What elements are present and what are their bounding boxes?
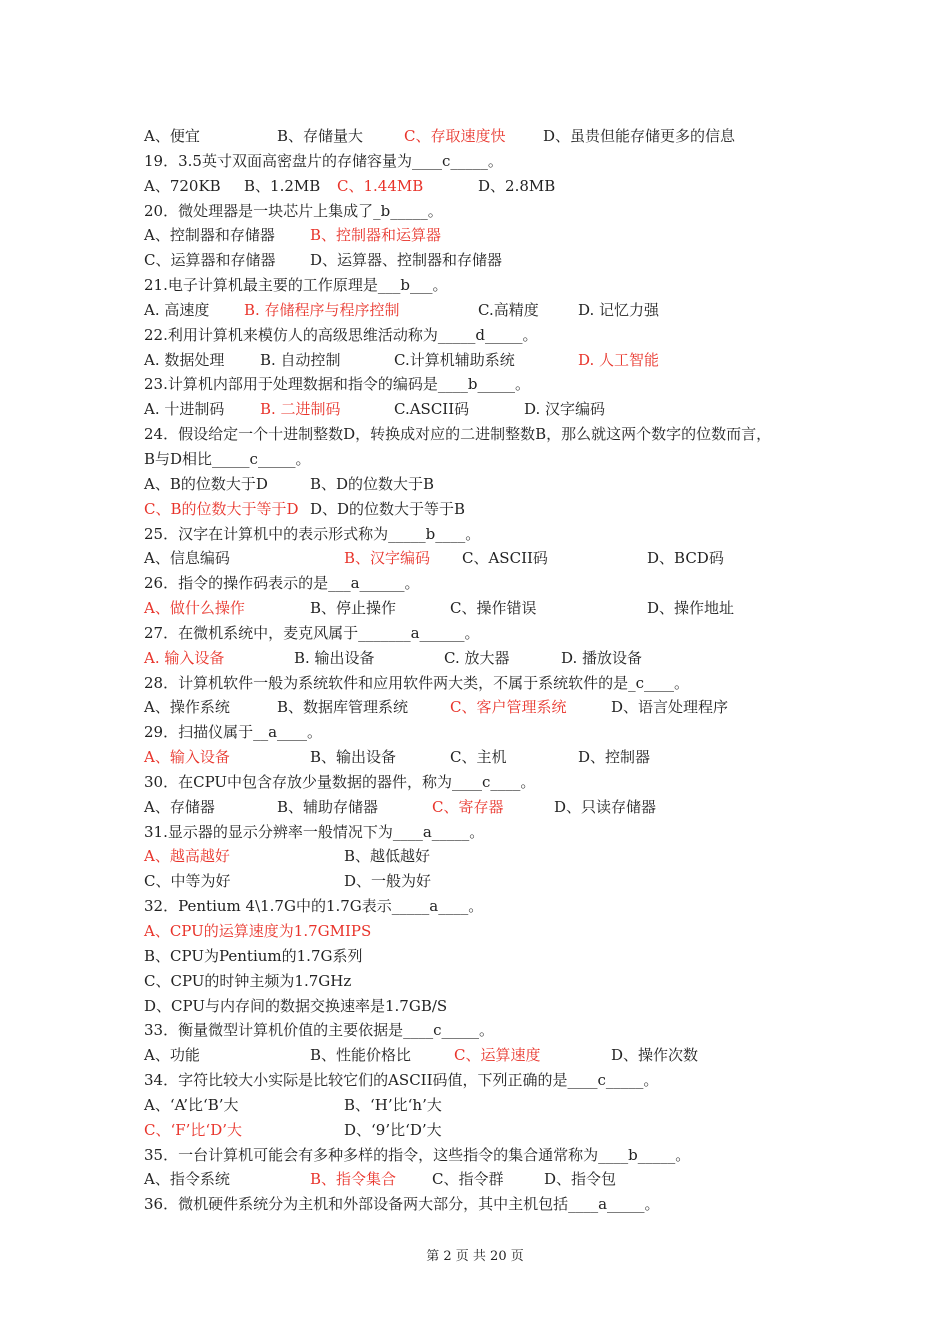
answer-option: B、越低越好 <box>344 847 431 866</box>
answer-option-correct: B、控制器和运算器 <box>310 226 442 245</box>
answer-option: C.计算机辅助系统 <box>394 350 515 369</box>
answer-option: C.高精度 <box>478 300 539 319</box>
options-line <box>144 174 834 199</box>
answer-option: B、1.2MB <box>244 176 321 195</box>
line-text: 21.电子计算机最主要的工作原理是___b___。 <box>144 276 448 295</box>
answer-option: B、停止操作 <box>310 599 397 618</box>
answer-option-correct: B. 二进制码 <box>260 400 341 419</box>
question-line <box>144 1192 834 1217</box>
options-line <box>144 397 834 422</box>
answer-option: D. 播放设备 <box>561 648 643 667</box>
options-line <box>144 124 834 149</box>
answer-option: A、便宜 <box>144 127 200 145</box>
line-text: 25．汉字在计算机中的表示形式称为_____b____。 <box>144 524 481 543</box>
question-line <box>144 571 834 596</box>
options-line <box>144 1118 834 1143</box>
answer-option: A. 高速度 <box>144 300 210 319</box>
answer-option: C、运算器和存储器 <box>144 251 276 270</box>
question-line <box>144 944 834 969</box>
line-text: 28．计算机软件一般为系统软件和应用软件两大类，不属于系统软件的是_c____。 <box>144 673 689 692</box>
question-list <box>144 124 834 1217</box>
options-line <box>144 646 834 671</box>
line-text: 20．微处理器是一块芯片上集成了_b_____。 <box>144 201 443 220</box>
options-line <box>144 1043 834 1068</box>
answer-option-correct: B、汉字编码 <box>344 549 431 568</box>
page-footer: 第 2 页 共 20 页 <box>426 1249 524 1264</box>
options-line <box>144 497 834 522</box>
line-text: C、CPU的时钟主频为1.7GHz <box>144 971 352 990</box>
answer-option-correct: C、1.44MB <box>337 176 424 195</box>
question-line <box>144 919 834 944</box>
answer-option: C、主机 <box>450 748 507 767</box>
answer-option: D、只读存储器 <box>554 797 657 816</box>
answer-option: C、操作错误 <box>450 599 537 618</box>
options-line <box>144 1167 834 1192</box>
question-line <box>144 323 834 348</box>
answer-option: C、ASCII码 <box>462 549 548 568</box>
answer-option-correct: B、指令集合 <box>310 1170 397 1189</box>
options-line <box>144 298 834 323</box>
answer-option: B. 自动控制 <box>260 350 341 369</box>
answer-option: A、720KB <box>144 176 221 195</box>
answer-option-correct: D. 人工智能 <box>578 350 660 369</box>
answer-option: D、虽贵但能存储更多的信息 <box>543 127 736 145</box>
line-text: 19．3.5英寸双面高密盘片的存储容量为____c_____。 <box>144 151 503 170</box>
line-text: B、CPU为Pentium的1.7G系列 <box>144 946 363 965</box>
line-text: 32．Pentium 4\1.7G中的1.7G表示_____a____。 <box>144 897 484 916</box>
options-line <box>144 472 834 497</box>
answer-option-correct: C、客户管理系统 <box>450 698 567 717</box>
answer-option: A、‘A’比‘B’大 <box>144 1095 239 1114</box>
answer-option: D、BCD码 <box>647 549 724 568</box>
options-line <box>144 745 834 770</box>
options-line <box>144 1093 834 1118</box>
options-line <box>144 348 834 373</box>
answer-option-correct: C、寄存器 <box>432 797 504 816</box>
answer-option: C.ASCII码 <box>394 400 470 419</box>
answer-option: D、操作次数 <box>611 1046 699 1065</box>
answer-option: C. 放大器 <box>444 648 510 667</box>
answer-option: D. 汉字编码 <box>524 400 606 419</box>
answer-option: B. 输出设备 <box>294 648 375 667</box>
answer-option-correct: A、输入设备 <box>144 748 230 767</box>
answer-option-correct: C、运算速度 <box>454 1046 541 1065</box>
answer-option: C、指令群 <box>432 1170 504 1189</box>
answer-option: D、一般为好 <box>344 872 432 891</box>
options-line <box>144 596 834 621</box>
options-line <box>144 795 834 820</box>
options-line <box>144 869 834 894</box>
line-text: A、CPU的运算速度为1.7GMIPS <box>144 922 372 940</box>
question-line <box>144 671 834 696</box>
question-line <box>144 1068 834 1093</box>
line-text: 30．在CPU中包含存放少量数据的器件，称为____c____。 <box>144 772 536 791</box>
answer-option: D、D的位数大于等于B <box>310 499 466 518</box>
answer-option-correct: A、越高越好 <box>144 847 230 866</box>
answer-option: D、运算器、控制器和存储器 <box>310 251 503 270</box>
line-text: D、CPU与内存间的数据交换速率是1.7GB/S <box>144 996 448 1015</box>
answer-option: B、D的位数大于B <box>310 474 435 493</box>
answer-option-correct: A. 输入设备 <box>144 648 225 667</box>
answer-option: B、性能价格比 <box>310 1046 412 1065</box>
answer-option-correct: C、‘F’比‘D’大 <box>144 1120 242 1139</box>
question-line <box>144 522 834 547</box>
answer-option: D、2.8MB <box>478 176 556 195</box>
line-text: 22.利用计算机来模仿人的高级思维活动称为_____d_____。 <box>144 325 538 344</box>
line-text: 24．假设给定一个十进制整数D，转换成对应的二进制整数B，那么就这两个数字的位数而言， <box>144 425 772 444</box>
line-text: 23.计算机内部用于处理数据和指令的编码是____b_____。 <box>144 375 530 394</box>
answer-option: A、控制器和存储器 <box>144 226 275 245</box>
answer-option: B、输出设备 <box>310 748 397 767</box>
question-line <box>144 994 834 1019</box>
question-line <box>144 621 834 646</box>
line-text: 26．指令的操作码表示的是___a______。 <box>144 574 420 593</box>
line-text: 34．字符比较大小实际是比较它们的ASCII码值，下列正确的是____c_____。 <box>144 1071 659 1090</box>
answer-option: B、存储量大 <box>277 127 364 145</box>
answer-option: A、指令系统 <box>144 1170 230 1189</box>
question-line <box>144 1143 834 1168</box>
answer-option-correct: C、B的位数大于等于D <box>144 499 299 518</box>
line-text: B与D相比_____c_____。 <box>144 449 311 468</box>
line-text: 35．一台计算机可能会有多种多样的指令，这些指令的集合通常称为____b_____。 <box>144 1145 691 1164</box>
answer-option: D. 记忆力强 <box>578 300 660 319</box>
question-line <box>144 372 834 397</box>
question-line <box>144 969 834 994</box>
answer-option-correct: B. 存储程序与程序控制 <box>244 300 400 319</box>
answer-option: A、存储器 <box>144 797 215 816</box>
line-text: 33．衡量微型计算机价值的主要依据是____c_____。 <box>144 1021 494 1040</box>
answer-option: A. 十进制码 <box>144 400 225 419</box>
answer-option-correct: C、存取速度快 <box>404 127 506 145</box>
options-line <box>144 248 834 273</box>
line-text: 29．扫描仪属于__a____。 <box>144 723 323 742</box>
question-line <box>144 720 834 745</box>
answer-option: A、B的位数大于D <box>144 474 268 493</box>
options-line <box>144 844 834 869</box>
question-line <box>144 273 834 298</box>
answer-option: A、操作系统 <box>144 698 230 717</box>
answer-option: A、信息编码 <box>144 549 230 568</box>
question-line <box>144 820 834 845</box>
answer-option: B、数据库管理系统 <box>277 698 409 717</box>
options-line <box>144 695 834 720</box>
question-line <box>144 1018 834 1043</box>
answer-option: A. 数据处理 <box>144 350 225 369</box>
answer-option: A、功能 <box>144 1046 200 1065</box>
answer-option: D、操作地址 <box>647 599 735 618</box>
question-line <box>144 199 834 224</box>
question-line <box>144 894 834 919</box>
answer-option: D、‘9’比‘D’大 <box>344 1120 442 1139</box>
question-line <box>144 447 834 472</box>
line-text: 31.显示器的显示分辨率一般情况下为____a_____。 <box>144 822 485 841</box>
question-line <box>144 770 834 795</box>
options-line <box>144 546 834 571</box>
answer-option: C、中等为好 <box>144 872 231 891</box>
line-text: 36．微机硬件系统分为主机和外部设备两大部分，其中主机包括____a_____。 <box>144 1195 660 1214</box>
line-text: 27．在微机系统中，麦克风属于_______a______。 <box>144 623 480 642</box>
answer-option: B、辅助存储器 <box>277 797 379 816</box>
answer-option: D、语言处理程序 <box>611 698 729 717</box>
question-line <box>144 149 834 174</box>
answer-option-correct: A、做什么操作 <box>144 599 245 618</box>
answer-option: D、控制器 <box>578 748 651 767</box>
answer-option: D、指令包 <box>544 1170 617 1189</box>
answer-option: B、‘H’比‘h’大 <box>344 1095 442 1114</box>
options-line <box>144 223 834 248</box>
question-line <box>144 422 834 447</box>
